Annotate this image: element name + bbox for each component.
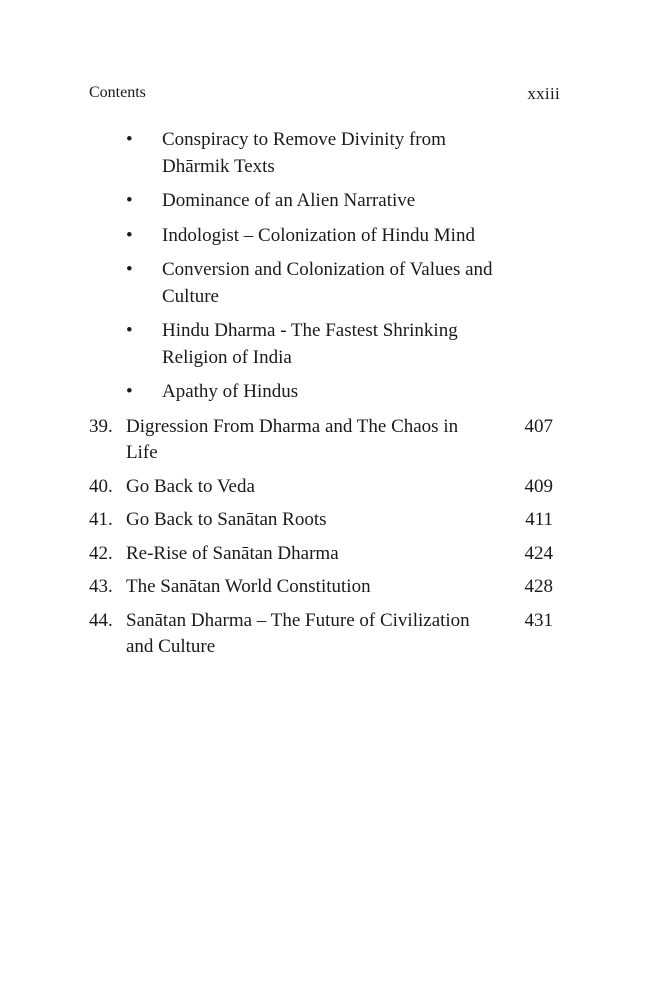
toc-bullet-item xyxy=(89,318,559,371)
toc-bullet-text: Hindu Dharma - The Fastest Shrinking Religion of India xyxy=(162,320,458,368)
chapter-title: The Sanātan World Constitution xyxy=(126,576,371,597)
chapter-title: Sanātan Dharma – The Future of Civilization and Culture xyxy=(126,609,470,657)
bullet-icon: • xyxy=(126,190,133,211)
toc-bullet-item xyxy=(89,223,559,250)
chapter-number: 41. xyxy=(89,509,113,530)
bullet-icon: • xyxy=(126,381,133,402)
toc-chapter-entry xyxy=(89,507,559,534)
chapter-number: 42. xyxy=(89,542,113,564)
bullet-icon: • xyxy=(126,320,133,341)
running-head xyxy=(89,84,560,106)
toc-bullet-item xyxy=(89,188,559,215)
bullet-icon: • xyxy=(126,224,133,246)
chapter-page-number: 431 xyxy=(524,609,553,631)
chapter-page-number: 424 xyxy=(524,542,553,564)
running-head-section: Contents xyxy=(89,84,146,101)
toc-bullet-item xyxy=(89,127,559,180)
toc-chapter-entry xyxy=(89,541,559,568)
chapter-page-number: 407 xyxy=(524,415,553,437)
chapter-page-number: 409 xyxy=(524,475,553,497)
chapter-number: 44. xyxy=(89,609,113,631)
chapter-title: Go Back to Veda xyxy=(126,475,255,497)
bullet-icon: • xyxy=(126,129,133,150)
chapter-number: 39. xyxy=(89,415,113,437)
bullet-icon: • xyxy=(126,259,133,280)
toc-bullet-text: Indologist – Colonization of Hindu Mind xyxy=(162,224,475,246)
toc-chapter-entry xyxy=(89,608,559,661)
chapter-number: 40. xyxy=(89,475,113,497)
toc-chapter-entry xyxy=(89,574,559,601)
chapter-page-number: 411 xyxy=(525,509,553,530)
toc-bullet-text: Conspiracy to Remove Divinity from Dhārmik Texts xyxy=(162,129,446,177)
toc-bullet-item xyxy=(89,257,559,310)
chapter-title: Go Back to Sanātan Roots xyxy=(126,509,327,530)
toc-chapter-entry xyxy=(89,414,559,467)
chapter-number: 43. xyxy=(89,576,113,597)
toc-bullet-item xyxy=(89,379,559,406)
toc-bullet-text: Conversion and Colonization of Values and Culture xyxy=(162,259,493,307)
running-head-page-number: xxiii xyxy=(527,84,560,103)
toc-bullet-text: Dominance of an Alien Narrative xyxy=(162,190,416,211)
toc-bullet-text: Apathy of Hindus xyxy=(162,381,299,402)
toc-chapter-entry xyxy=(89,474,559,501)
chapter-title: Re-Rise of Sanātan Dharma xyxy=(126,542,339,564)
chapter-title: Digression From Dharma and The Chaos in Life xyxy=(126,415,459,463)
chapter-page-number: 428 xyxy=(524,576,553,597)
table-of-contents xyxy=(89,127,559,668)
